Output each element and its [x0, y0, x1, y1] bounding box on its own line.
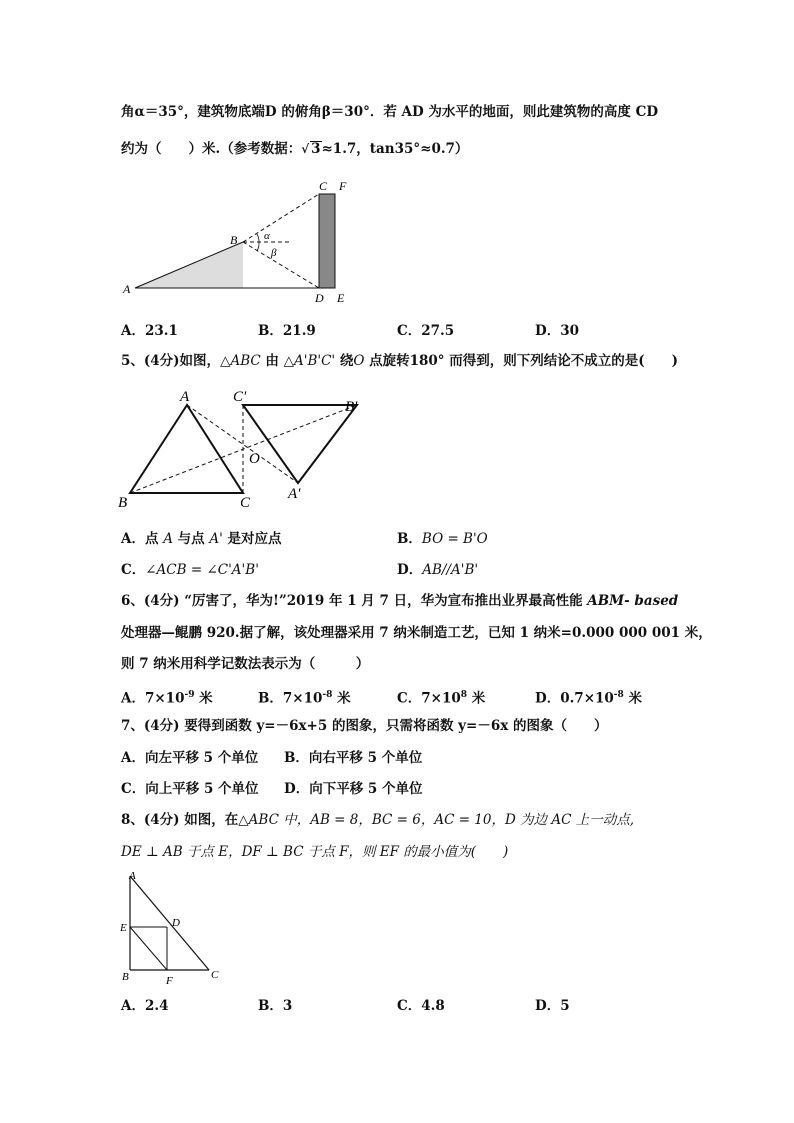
- q5-mid2: 绕: [335, 353, 354, 369]
- q5-option-a-m1: A: [163, 531, 173, 547]
- q8-label-e: E: [120, 922, 127, 934]
- q8-figure: [115, 866, 230, 991]
- q4-sqrt-value: 3: [311, 141, 321, 157]
- q5-label-c: C: [240, 495, 251, 511]
- q4-stem-line2-post: ≈1.7，tan35°≈0.7）: [321, 141, 469, 157]
- q6-option-b-unit: 米: [332, 690, 351, 707]
- q5-stem-post: 点旋转180° 而得到，则下列结论不成立的是( ): [364, 353, 679, 369]
- q5-label-bp: B': [345, 399, 358, 415]
- q4-line-bc: [243, 194, 319, 242]
- q6-option-c[interactable]: [397, 686, 485, 708]
- q4-label-d: D: [315, 291, 324, 305]
- q4-option-b[interactable]: B．21.9: [258, 323, 316, 339]
- q8-label-a: A: [129, 870, 136, 882]
- q8-label-f: F: [166, 975, 173, 987]
- q5-option-d-math: AB//A'B': [422, 562, 479, 578]
- q8-option-c[interactable]: C．4.8: [397, 998, 445, 1014]
- q5-option-b[interactable]: [397, 530, 488, 548]
- q6-option-c-sup: 8: [460, 690, 468, 700]
- q5-triangle-abc: [130, 405, 243, 493]
- q4-stem-line1: 角α＝35°，建筑物底端D 的俯角β＝30°．若 AD 为水平的地面，则此建筑物的高度 CD: [121, 104, 659, 120]
- q4-label-b: B: [230, 233, 238, 247]
- q6-option-a-unit: 米: [194, 690, 213, 707]
- q5-tri1: △ABC: [220, 353, 261, 369]
- q4-label-c: C: [319, 179, 328, 193]
- q6-stem-line2: 处理器—鲲鹏 920.据了解，该处理器采用 7 纳米制造工艺，已知 1 纳米=0.000 000 001 米，: [121, 625, 712, 641]
- q8-stem-line2: DE ⊥ AB 于点 E，DF ⊥ BC 于点 F，则 EF 的最小值为( ): [121, 844, 509, 860]
- q8-option-b[interactable]: B．3: [258, 998, 293, 1014]
- q7-option-b[interactable]: B．向右平移 5 个单位: [284, 750, 423, 766]
- q5-option-b-math: BO = B'O: [421, 531, 488, 547]
- q4-stem-line2: 约为（ ）米.（参考数据：√ 3≈1.7，tan35°≈0.7）: [121, 141, 469, 157]
- q5-option-d-letter: D．: [397, 562, 423, 578]
- q5-triangle-apbpcp: [243, 405, 357, 483]
- q6-option-a-base: A．7×10: [121, 690, 185, 707]
- q5-figure: [115, 383, 375, 513]
- q8-line1-math: △ABC 中，AB = 8，BC = 6，AC = 10，D 为边 AC 上一动点,: [238, 812, 635, 828]
- q8-side-ac: [130, 876, 209, 970]
- q4-label-alpha: α: [264, 230, 270, 242]
- q4-option-c[interactable]: C．27.5: [397, 323, 455, 339]
- q5-option-a-m2: A': [209, 531, 223, 547]
- q8-label-d: D: [172, 917, 180, 929]
- q6-option-a-sup: -9: [184, 690, 195, 700]
- q4-building: [319, 194, 335, 288]
- q5-option-b-letter: B．: [397, 531, 422, 547]
- q6-option-c-base: C．7×10: [397, 690, 461, 707]
- q5-option-a-post: 是对应点: [222, 531, 282, 547]
- q5-stem: [121, 352, 678, 370]
- q5-option-c-letter: C．: [121, 562, 146, 578]
- q5-stem-pre: 5、(4分)如图，: [121, 353, 221, 369]
- q6-option-b-sup: -8: [322, 690, 333, 700]
- q8-label-b: B: [122, 971, 129, 983]
- q5-label-a: A: [180, 389, 190, 405]
- q5-label-cp: C': [233, 389, 247, 405]
- q5-point: O: [353, 353, 365, 369]
- q5-mid1: 由: [260, 353, 284, 369]
- q6-option-d-base: D．0.7×10: [535, 690, 614, 707]
- q5-option-a-letter: A．: [121, 531, 145, 547]
- q8-seg-ef: [130, 927, 167, 970]
- q4-figure: [115, 176, 365, 311]
- q4-beta-arc: [257, 242, 259, 251]
- q4-label-a: A: [123, 282, 131, 296]
- q6-option-b[interactable]: [258, 686, 351, 708]
- q4-option-d[interactable]: D．30: [535, 323, 579, 339]
- q4-label-e: E: [337, 291, 345, 305]
- q6-option-d-sup: -8: [613, 690, 624, 700]
- q7-option-a[interactable]: A．向左平移 5 个单位: [121, 750, 259, 766]
- q5-label-b: B: [118, 495, 128, 511]
- q6-option-a[interactable]: [121, 686, 213, 708]
- q6-option-b-base: B．7×10: [258, 690, 323, 707]
- q5-option-a-mid: 与点: [172, 531, 210, 547]
- q8-label-c: C: [211, 969, 219, 981]
- q7-option-c[interactable]: C．向上平移 5 个单位: [121, 781, 259, 797]
- q4-line-bd: [243, 242, 319, 288]
- q8-option-d[interactable]: D．5: [535, 998, 570, 1014]
- q5-option-a-pre: 点: [144, 531, 164, 547]
- q6-line1-em: ABM- based: [587, 593, 679, 609]
- q8-option-a[interactable]: A．2.4: [121, 998, 169, 1014]
- q4-option-a[interactable]: A．23.1: [121, 323, 178, 339]
- q5-tri2: △A'B'C': [283, 353, 336, 369]
- q5-option-c-math: ∠ACB = ∠C'A'B': [145, 562, 259, 578]
- q4-alpha-arc: [257, 234, 259, 242]
- q4-label-f: F: [339, 179, 347, 193]
- q5-option-c[interactable]: [121, 561, 259, 579]
- q5-label-o: O: [249, 451, 260, 467]
- q5-option-a[interactable]: [121, 530, 282, 548]
- q8-line1-pre: 8、(4分) 如图，在: [121, 812, 239, 828]
- q4-label-beta: β: [271, 247, 277, 259]
- q7-stem: 7、(4分) 要得到函数 y=－6x+5 的图象，只需将函数 y=－6x 的图象（ ）: [121, 718, 608, 734]
- q8-stem-line1: [121, 811, 634, 829]
- q6-stem-line1: [121, 592, 678, 610]
- q7-option-d[interactable]: D．向下平移 5 个单位: [284, 781, 423, 797]
- q6-stem-line3: 则 7 纳米用科学记数法表示为（ ）: [121, 656, 370, 672]
- q4-stem-line2-pre: 约为（ ）米.（参考数据：: [121, 141, 302, 157]
- q6-option-d[interactable]: [535, 686, 642, 708]
- q6-option-d-unit: 米: [623, 690, 642, 707]
- q5-option-d[interactable]: [397, 561, 478, 579]
- q5-label-ap: A': [288, 486, 301, 502]
- q6-option-c-unit: 米: [467, 690, 486, 707]
- q6-line1-pre: 6、(4分) “厉害了，华为!”2019 年 1 月 7 日，华为宣布推出业界最高性能: [121, 593, 583, 609]
